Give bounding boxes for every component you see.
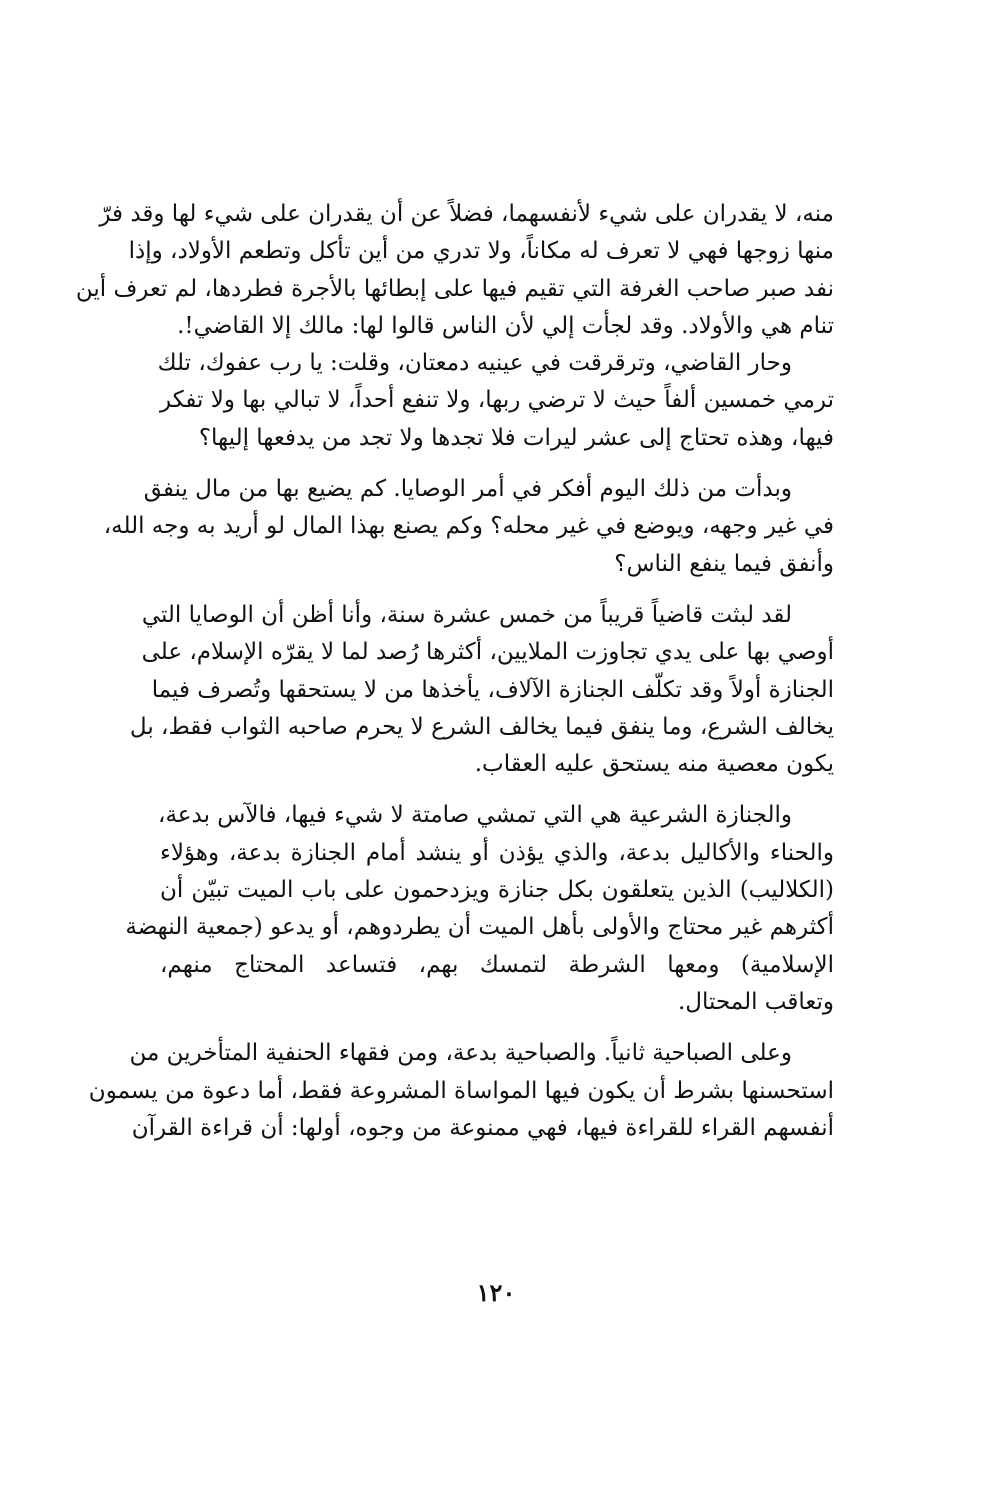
text-line: استحسنها بشرط أن يكون فيها المواساة المشروعة فقط، أما دعوة من يسمون xyxy=(88,1077,834,1104)
text-line: الإسلامية) ومعها الشرطة لتمسك بهم، فتساعد المحتاج منهم، xyxy=(160,951,834,978)
paragraph-3 xyxy=(103,471,834,583)
text-line: فيها، وهذه تحتاج إلى عشر ليرات فلا تجدها ولا تجد من يدفعها إليها؟ xyxy=(198,424,834,451)
paragraph-1 xyxy=(75,196,834,345)
text-line: منه، لا يقدران على شيء لأنفسهما، فضلاً عن أن يقدران على شيء لها وقد فرّ xyxy=(99,201,834,227)
text-line: في غير وجهه، ويوضع في غير محله؟ وكم يصنع بهذا المال لو أريد به وجه الله، xyxy=(103,513,834,540)
text-line: لقد لبثت قاضياً قريباً من خمس عشرة سنة، وأنا أظن أن الوصايا التي xyxy=(141,601,792,628)
text-line: والجنازة الشرعية هي التي تمشي صامتة لا شيء فيها، فالآس بدعة، xyxy=(158,802,792,829)
paragraph-6 xyxy=(88,1035,834,1147)
text-line: وتعاقب المحتال. xyxy=(677,988,834,1015)
text-line: والحناء والأكاليل بدعة، والذي يؤذن أو ينشد أمام الجنازة بدعة، وهؤلاء xyxy=(160,839,834,866)
text-line: الجنازة أولاً وقد تكلّف الجنازة الآلاف، يأخذها من لا يستحقها وتُصرف فيما xyxy=(151,676,834,703)
text-line: تنام هي والأولاد. وقد لجأت إلي لأن الناس قالوا لها: مالك إلا القاضي!. xyxy=(177,312,834,339)
text-line: وحار القاضي، وترقرقت في عينيه دمعتان، وقلت: يا رب عفوك، تلك xyxy=(157,350,792,377)
text-line: وأنفق فيما ينفع الناس؟ xyxy=(614,550,834,577)
text-line: أكثرهم غير محتاج والأولى بأهل الميت أن يطردوهم، أو يدعو (جمعية النهضة xyxy=(125,914,834,941)
text-line: يكون معصية منه يستحق عليه العقاب. xyxy=(474,751,834,778)
text-line: نفد صبر صاحب الغرفة التي تقيم فيها على إبطائها بالأجرة فطردها، لم تعرف أين xyxy=(75,275,834,302)
paragraph-2 xyxy=(157,345,834,457)
paragraph-5 xyxy=(125,797,834,1021)
text-line: منها زوجها فهي لا تعرف له مكاناً، ولا تدري من أين تأكل وتطعم الأولاد، وإذا xyxy=(128,238,834,265)
text-line: وبدأت من ذلك اليوم أفكر في أمر الوصايا. كم يضيع بها من مال ينفق xyxy=(143,476,792,503)
text-line: وعلى الصباحية ثانياً. والصباحية بدعة، ومن فقهاء الحنفية المتأخرين من xyxy=(129,1040,792,1067)
text-line: يخالف الشرع، وما ينفق فيما يخالف الشرع لا يحرم صاحبه الثواب فقط، بل xyxy=(129,713,834,740)
page-number: ١٢٠ xyxy=(476,1278,516,1307)
text-line: أنفسهم القراء للقراءة فيها، فهي ممنوعة من وجوه، أولها: أن قراءة القرآن xyxy=(131,1114,834,1141)
body-text xyxy=(75,196,834,1147)
text-line: أوصي بها على يدي تجاوزت الملايين، أكثرها رُصد لما لا يقرّه الإسلام، على xyxy=(141,639,834,666)
text-line: (الكلاليب) الذين يتعلقون بكل جنازة ويزدحمون على باب الميت تبيّن أن xyxy=(160,877,834,904)
paragraph-4 xyxy=(129,597,834,783)
text-line: ترمي خمسين ألفاً حيث لا ترضي ربها، ولا تنفع أحداً، لا تبالي بها ولا تفكر xyxy=(160,387,834,414)
